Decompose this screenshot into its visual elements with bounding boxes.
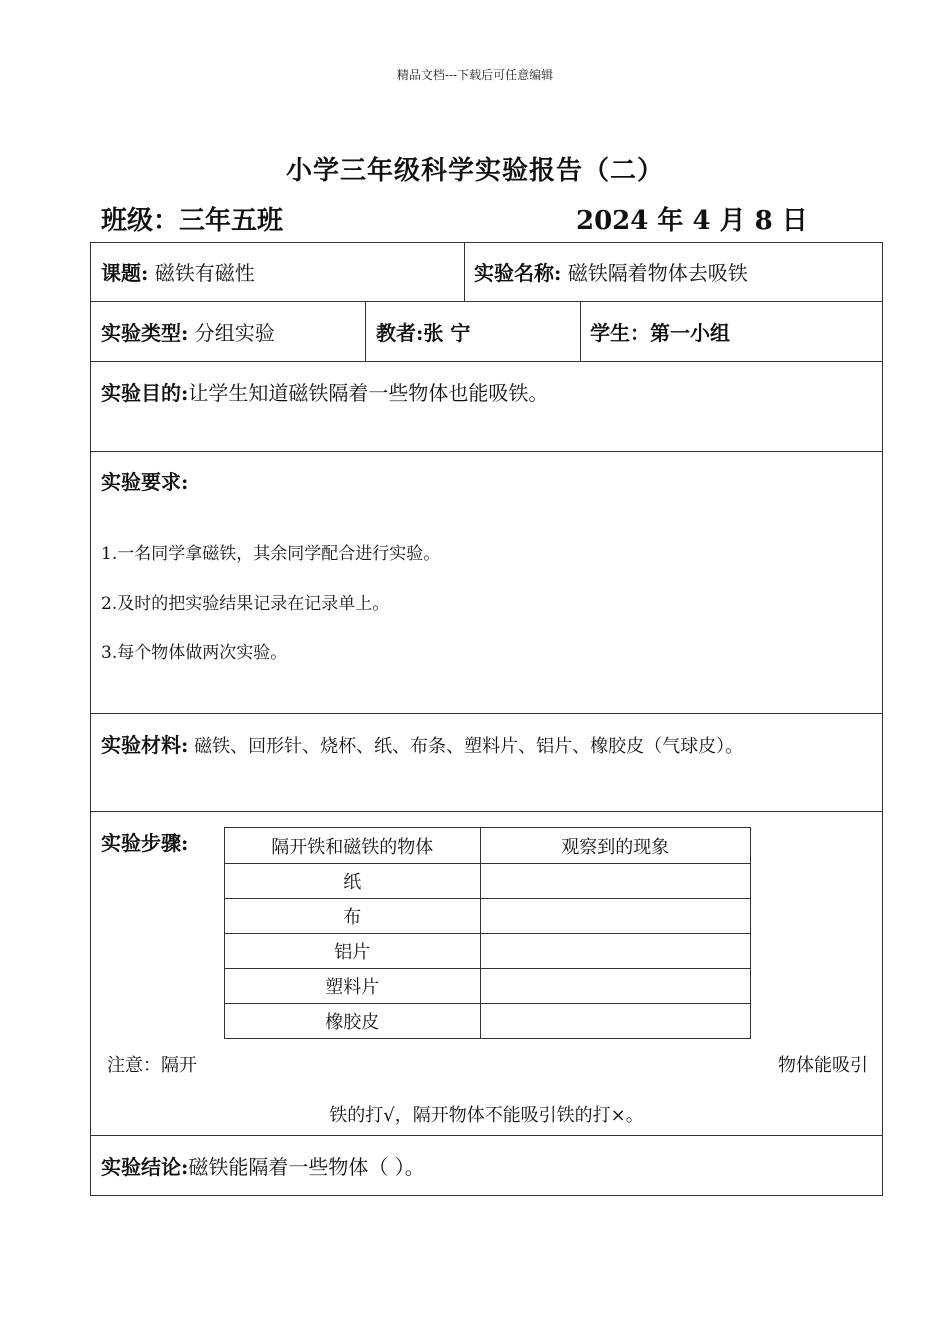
report-table	[90, 242, 883, 1196]
object-cell: 纸	[225, 864, 481, 899]
experiment-name-cell	[474, 257, 748, 286]
observation-cell	[480, 1004, 751, 1039]
requirements-label: 实验要求:	[101, 470, 189, 494]
object-cell: 塑料片	[225, 969, 481, 1004]
row-divider	[91, 1135, 882, 1136]
requirement-item: 3.每个物体做两次实验。	[101, 643, 288, 663]
row-divider	[91, 713, 882, 714]
object-cell: 橡胶皮	[225, 1004, 481, 1039]
requirement-item: 1.一名同学拿磁铁，其余同学配合进行实验。	[101, 544, 441, 564]
col-divider	[365, 301, 366, 361]
row-divider	[91, 361, 882, 362]
note-continuation: 铁的打√，隔开物体不能吸引铁的打×。	[329, 1105, 644, 1126]
class-line: 班级：三年五班	[101, 206, 284, 236]
row-divider	[91, 301, 882, 302]
experiment-name-value: 磁铁隔着物体去吸铁	[561, 261, 748, 285]
topic-label: 课题:	[101, 261, 149, 285]
observation-cell	[480, 934, 751, 969]
conclusion-value: 磁铁能隔着一些物体（ ）。	[188, 1155, 425, 1179]
materials-value: 磁铁、回形针、烧杯、纸、布条、塑料片、铝片、橡胶皮（气球皮）。	[188, 736, 744, 757]
row-divider	[91, 811, 882, 812]
row-divider	[91, 451, 882, 452]
experiment-type-cell	[101, 317, 275, 346]
header-note: 精品文档---下载后可任意编辑	[396, 68, 554, 82]
table-header-row	[225, 828, 751, 864]
purpose-cell	[101, 377, 548, 406]
table-row	[225, 864, 751, 899]
materials-cell	[101, 729, 743, 758]
note-right: 物体能吸引	[778, 1055, 868, 1076]
requirements-cell	[101, 466, 188, 495]
topic-cell	[101, 257, 255, 286]
steps-cell	[101, 827, 188, 856]
table-row	[225, 899, 751, 934]
student-cell	[590, 317, 730, 346]
conclusion-cell	[101, 1151, 425, 1180]
experiment-type-value: 分组实验	[188, 321, 275, 345]
col-divider	[580, 301, 581, 361]
table-row	[225, 1004, 751, 1039]
purpose-value: 让学生知道磁铁隔着一些物体也能吸铁。	[188, 381, 549, 405]
table-row	[225, 969, 751, 1004]
student-label: 学生：第一小组	[590, 321, 730, 345]
experiment-type-label: 实验类型:	[101, 321, 189, 345]
observation-cell	[480, 899, 751, 934]
note-left: 注意：隔开	[107, 1055, 197, 1076]
observation-table	[224, 827, 751, 1039]
purpose-label: 实验目的:	[101, 381, 189, 405]
observation-cell	[480, 864, 751, 899]
col-divider	[464, 243, 465, 301]
object-cell: 铝片	[225, 934, 481, 969]
date-line: 2024 年 4 月 8 日	[576, 206, 808, 236]
table-row	[225, 934, 751, 969]
steps-label: 实验步骤:	[101, 831, 189, 855]
experiment-name-label: 实验名称:	[474, 261, 562, 285]
topic-value: 磁铁有磁性	[148, 261, 255, 285]
materials-label: 实验材料:	[101, 733, 189, 757]
observation-cell	[480, 969, 751, 1004]
teacher-label: 教者:张 宁	[376, 321, 471, 345]
report-title: 小学三年级科学实验报告（二）	[285, 156, 664, 186]
header-object: 隔开铁和磁铁的物体	[225, 828, 481, 864]
conclusion-label: 实验结论:	[101, 1155, 189, 1179]
teacher-cell	[376, 317, 470, 346]
requirement-item: 2.及时的把实验结果记录在记录单上。	[101, 594, 390, 614]
header-observation: 观察到的现象	[480, 828, 751, 864]
object-cell: 布	[225, 899, 481, 934]
